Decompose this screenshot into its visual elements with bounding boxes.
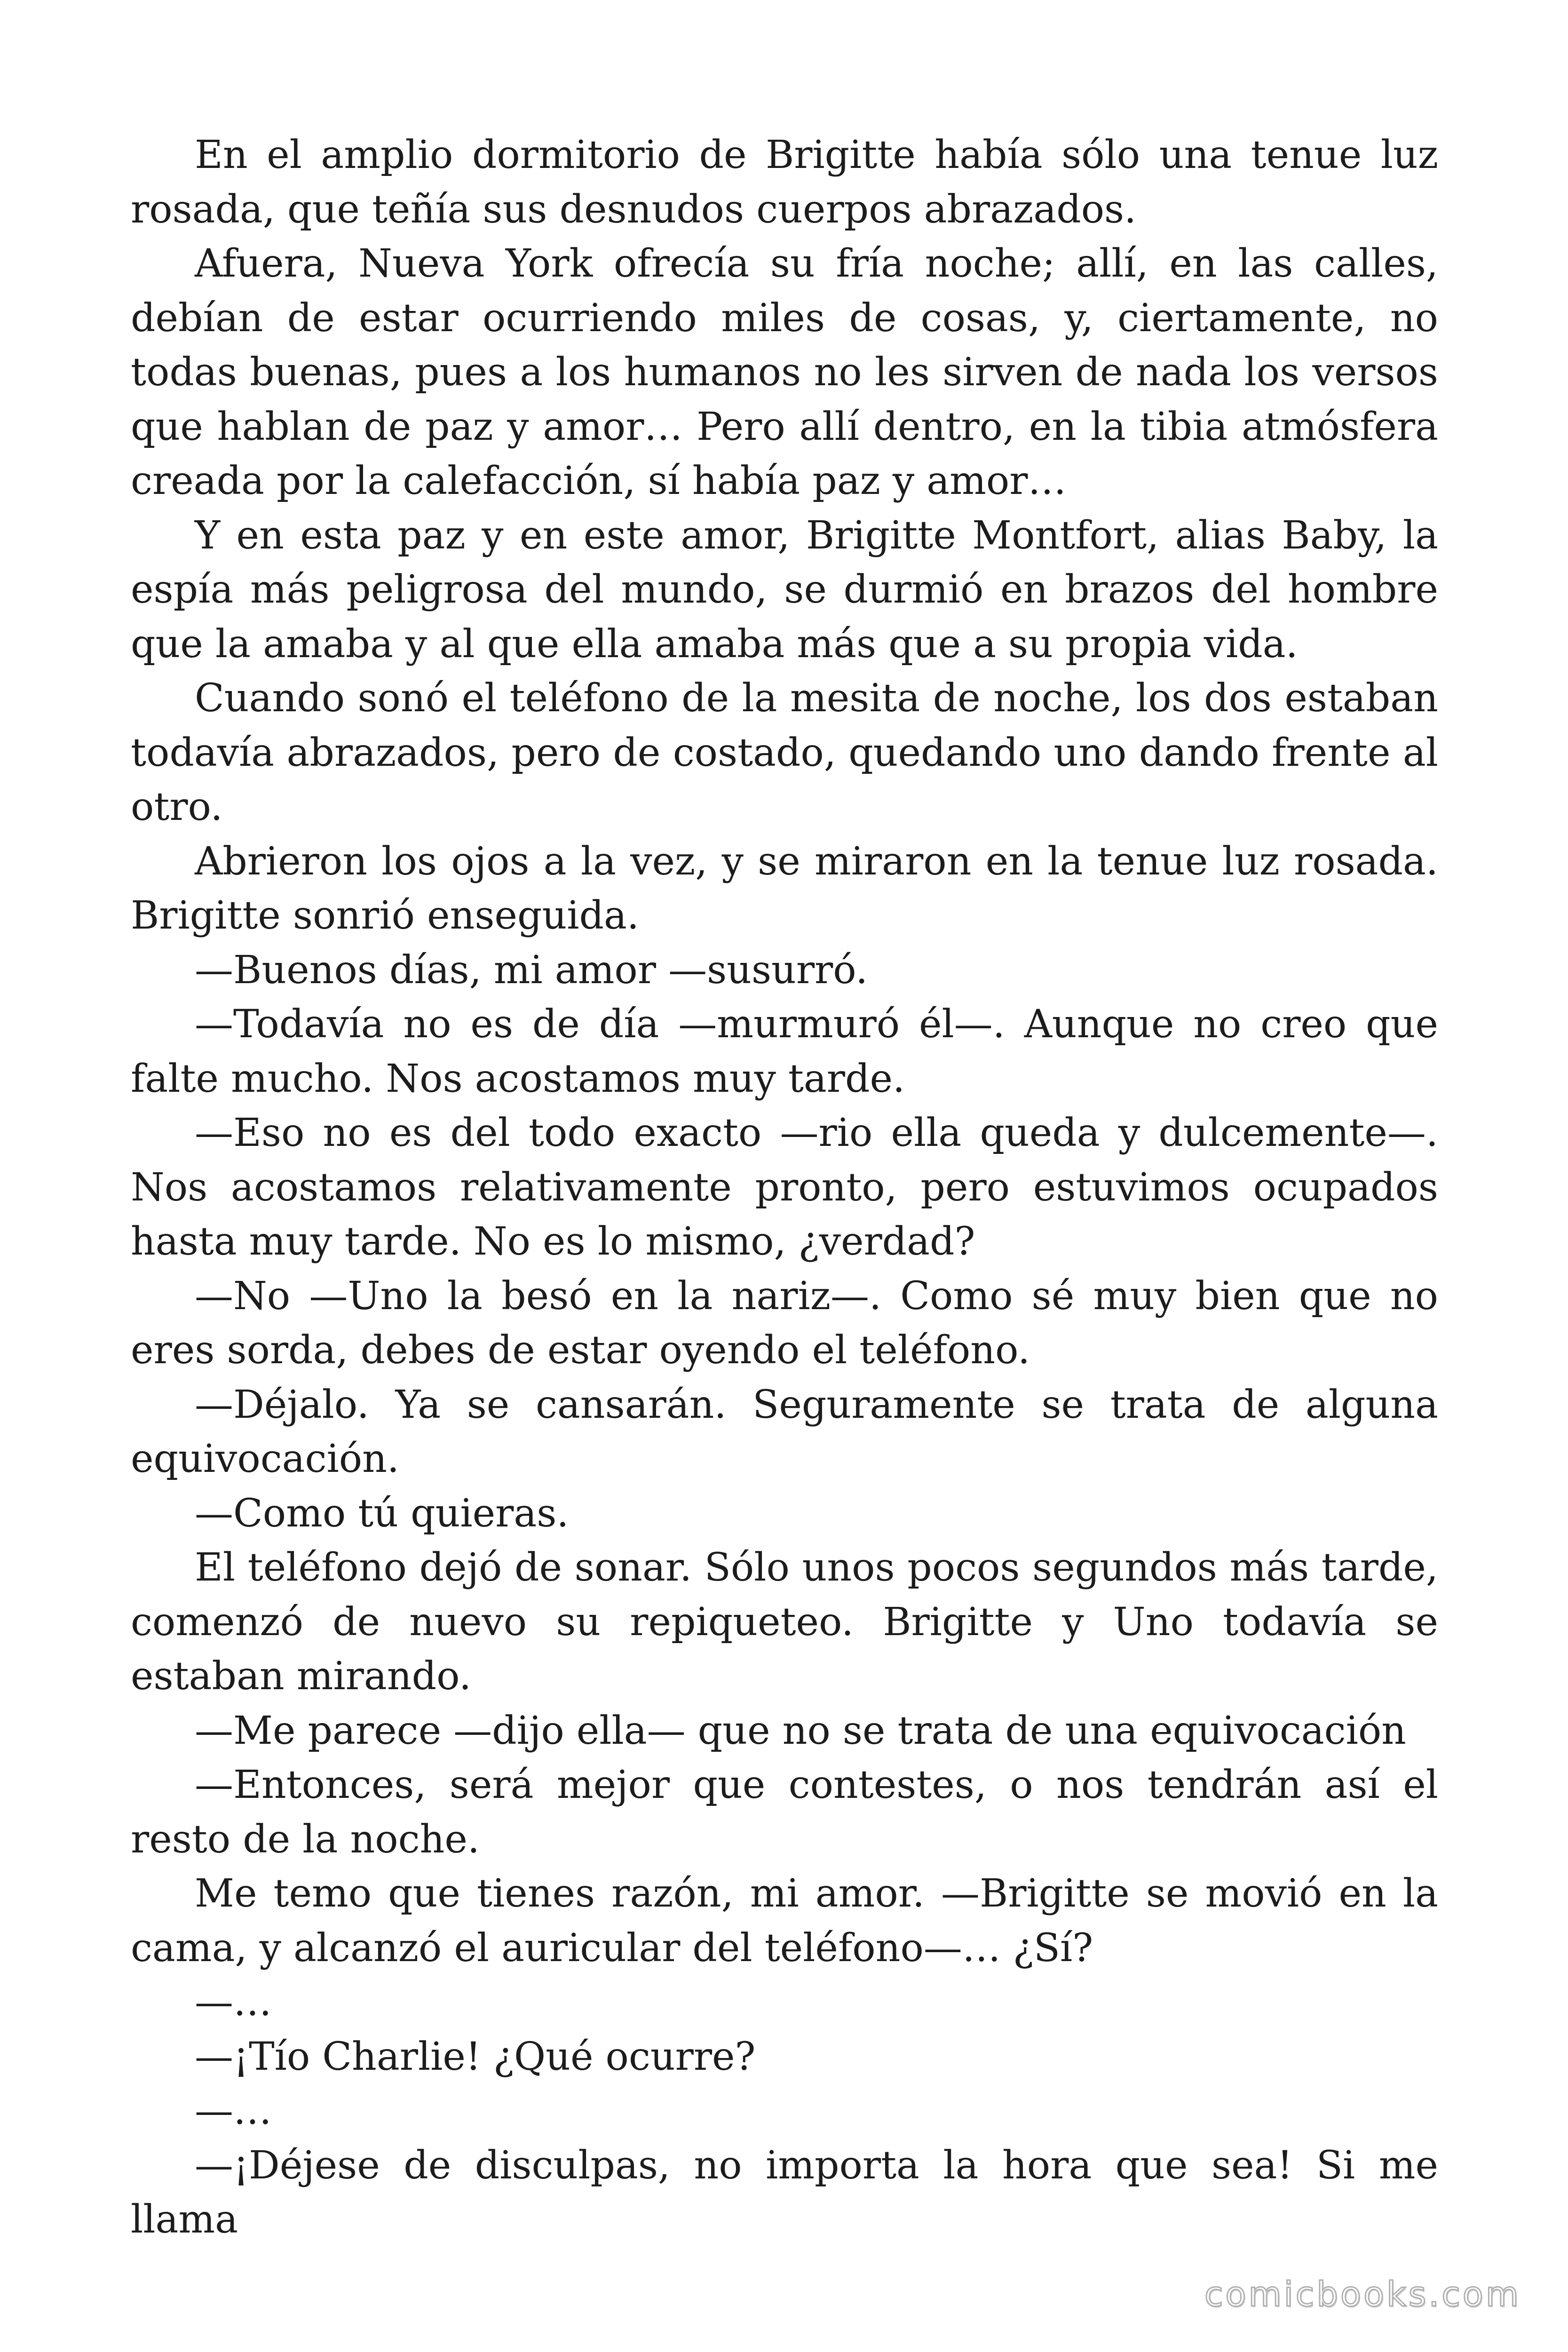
paragraph: —¡Déjese de disculpas, no importa la hora que sea! Si me llama: [131, 2143, 1438, 2242]
paragraph: En el amplio dormitorio de Brigitte había sólo una tenue luz rosada, que teñía sus desnudos cuerpos abrazados.: [131, 133, 1438, 232]
paragraph: —Buenos días, mi amor —susurró.: [195, 947, 868, 993]
paragraph: —Déjalo. Ya se cansarán. Seguramente se trata de alguna equivocación.: [131, 1382, 1438, 1481]
paragraph: Abrieron los ojos a la vez, y se miraron en la tenue luz rosada. Brigitte sonrió enseguida.: [131, 839, 1438, 938]
paragraph: Afuera, Nueva York ofrecía su fría noche; allí, en las calles, debían de estar ocurriendo miles de cosas, y, ciertamente, no todas buenas, pues a los humanos no les sirven de nada los versos que hablan de paz y amor… Pero allí dentro, en la tibia atmósfera creada por la calefacción, sí había paz y amor…: [131, 241, 1438, 503]
paragraph: —Entonces, será mejor que contestes, o nos tendrán así el resto de la noche.: [131, 1763, 1438, 1862]
paragraph: —…: [195, 2089, 272, 2133]
paragraph: Me temo que tienes razón, mi amor. —Brigitte se movió en la cama, y alcanzó el auricular del teléfono—… ¿Sí?: [131, 1871, 1438, 1971]
paragraph: —Como tú quieras.: [195, 1491, 569, 1536]
paragraph: Cuando sonó el teléfono de la mesita de noche, los dos estaban todavía abrazados, pero de costado, quedando uno dando frente al otro.: [131, 676, 1438, 829]
paragraph: El teléfono dejó de sonar. Sólo unos pocos segundos más tarde, comenzó de nuevo su repiqueteo. Brigitte y Uno todavía se estaban mirando.: [131, 1545, 1438, 1699]
paragraph: —Me parece —dijo ella— que no se trata de una equivocación: [195, 1708, 1406, 1753]
book-page: [131, 128, 1438, 2247]
paragraph: —Todavía no es de día —murmuró él—. Aunque no creo que falte mucho. Nos acostamos muy tarde.: [131, 1002, 1438, 1101]
paragraph: —Eso no es del todo exacto —rio ella queda y dulcemente—. Nos acostamos relativamente pronto, pero estuvimos ocupados hasta muy tarde. No es lo mismo, ¿verdad?: [131, 1111, 1438, 1264]
paragraph: Y en esta paz y en este amor, Brigitte Montfort, alias Baby, la espía más peligrosa del mundo, se durmió en brazos del hombre que la amaba y al que ella amaba más que a su propia vida.: [131, 513, 1438, 667]
paragraph: —No —Uno la besó en la nariz—. Como sé muy bien que no eres sorda, debes de estar oyendo el teléfono.: [131, 1273, 1438, 1373]
watermark: comicbooks.com: [1204, 2274, 1521, 2314]
paragraph: —…: [195, 1980, 272, 2025]
paragraph: —¡Tío Charlie! ¿Qué ocurre?: [195, 2034, 756, 2079]
